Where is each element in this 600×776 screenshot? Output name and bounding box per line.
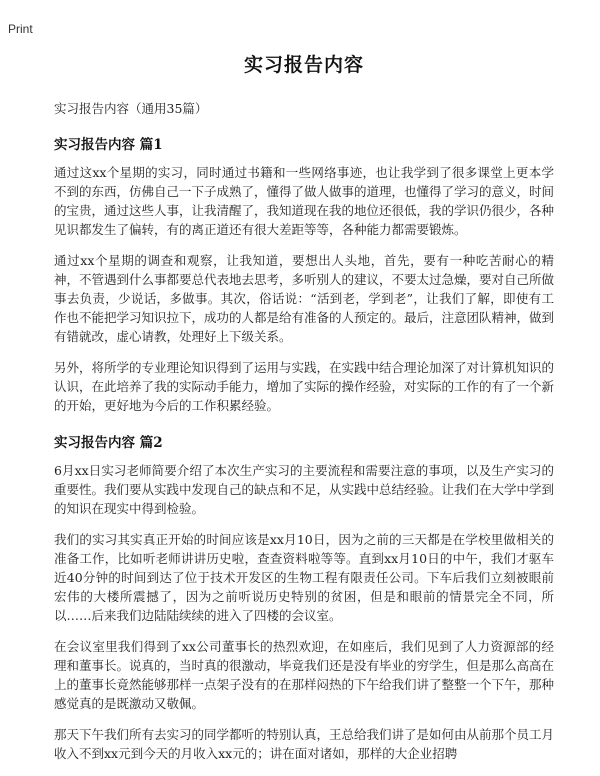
paragraph: 通过xx个星期的调查和观察，让我知道，要想出人头地，首先，要有一种吃苦耐心的精神，不管遇到什么事都要总代表地去思考，多听别人的建议，不要太过急燥，要对自己所做事去负责，少说话，多做事。其次，俗话说：“活到老，学到老”，让我们了解，即使有工作也不能把学习知识拉下，成功的人都是给有准备的人预定的。最后，注意团队精神，做到有错就改，虚心请教，处理好上下级关系。 <box>54 253 555 344</box>
paragraph: 那天下午我们所有去实习的同学都听的特别认真，王总给我们讲了是如何由从前那个员工月收入不到xx元到今天的月收入xx元的；讲在面对诸如，那样的大企业招聘 <box>54 727 555 761</box>
print-link[interactable]: Print <box>8 22 33 36</box>
paragraph: 在会议室里我们得到了xx公司董事长的热烈欢迎，在如座后，我们见到了人力资源部的经理和董事长。说真的，当时真的很激动，毕竟我们还是没有毕业的穷学生，但是那么高高在上的董事长竟然能够那样一点架子没有的在那样闷热的下午给我们讲了整整一个下午，那种感觉真的是既激动又敬佩。 <box>54 639 555 711</box>
document-title: 实习报告内容 <box>243 54 364 76</box>
section-1 <box>54 133 554 415</box>
section-heading: 实习报告内容 篇1 <box>54 137 163 153</box>
paragraph: 通过这xx个星期的实习，同时通过书籍和一些网络事迹，也让我学到了很多课堂上更本学不到的东西，仿佛自己一下子成熟了，懂得了做人做事的道理，也懂得了学习的意义，时间的宝贵，通过这些人事，让我清醒了，我知道现在我的地位还很低，我的学识仍很少，各种见识都发生了偏转，有的离正道还有很大差距等等，各种能力都需要锻炼。 <box>54 165 555 237</box>
section-2 <box>54 431 554 763</box>
paragraph: 6月xx日实习老师简要介绍了本次生产实习的主要流程和需要注意的事项，以及生产实习的重要性。我们要从实践中发现自己的缺点和不足，从实践中总结经验。让我们在大学中学到的知识在现实中得到检验。 <box>54 463 555 516</box>
section-heading: 实习报告内容 篇2 <box>54 435 163 451</box>
paragraph: 另外，将所学的专业理论知识得到了运用与实践，在实践中结合理论加深了对计算机知识的认识，在此培养了我的实际动手能力，增加了实际的操作经验，对实际的工作的有了一个新的开始，更好地为今后的工作积累经验。 <box>54 360 555 413</box>
document-subtitle: 实习报告内容（通用35篇） <box>54 101 208 116</box>
paragraph: 我们的实习其实真正开始的时间应该是xx月10日，因为之前的三天都是在学校里做相关的准备工作，比如听老师讲讲历史啦，查查资料啦等等。直到xx月10日的中午，我们才驱车近40分钟的时间到达了位于技术开发区的生物工程有限责任公司。下车后我们立刻被眼前宏伟的大楼所震撼了，因为之前听说历史特别的贫困，但是和眼前的情景完全不同，所以……后来我们边陆陆续续的进入了四楼的会议室。 <box>54 532 554 623</box>
